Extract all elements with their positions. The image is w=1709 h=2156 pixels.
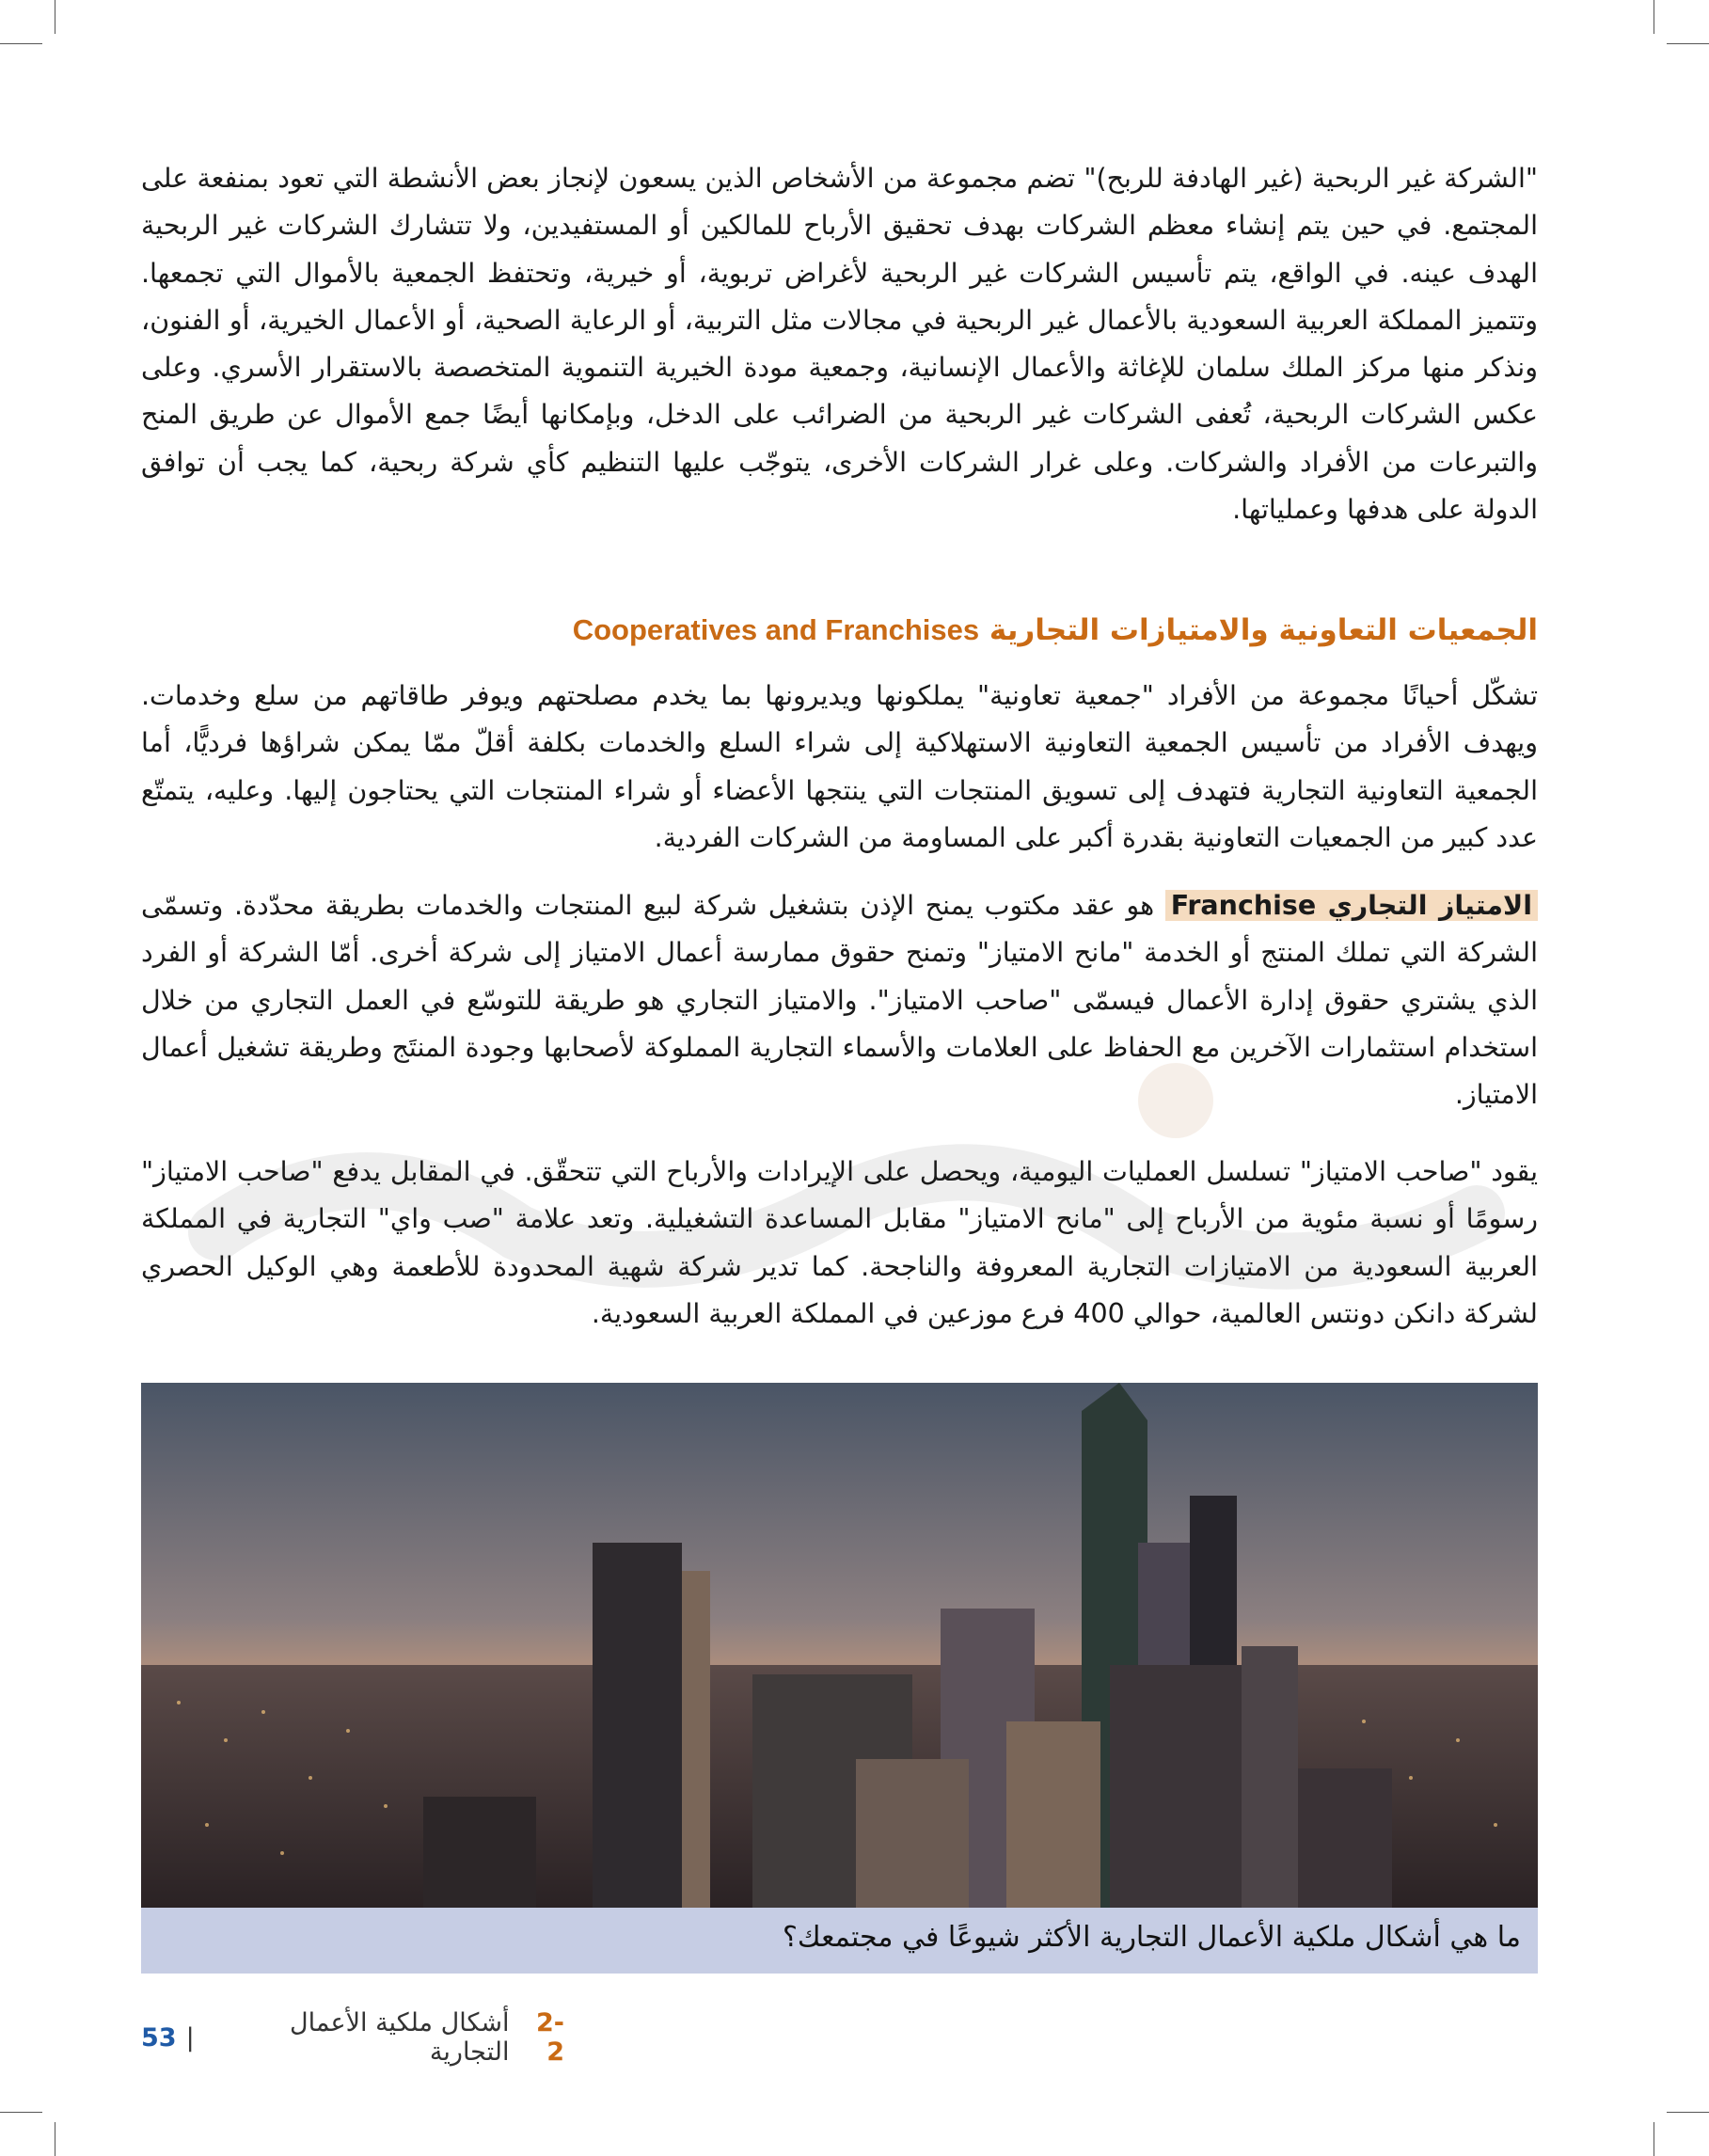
heading-english: Cooperatives and Franchises <box>572 613 980 646</box>
paragraph-franchisee: يقود "صاحب الامتياز" تسلسل العمليات اليومية، ويحصل على الإيرادات والأرباح التي تتحقّق. في المقابل يدفع "صاحب الامتياز" رسومًا أو نسبة مئوية من الأرباح إلى "مانح الامتياز" مقابل المساعدة التشغيلية. وتعد علامة "صب واي" التجارية في المملكة العربية السعودية من الامتيازات التجارية المعروفة والناجحة. كما تدير شركة شهية المحدودة للأطعمة وهي الوكيل الحصري لشركة دانكن دونتس العالمية، حوالي 400 فرع موزعين في المملكة العربية السعودية. <box>141 1156 1538 1329</box>
paragraph-cooperatives: تشكّل أحيانًا مجموعة من الأفراد "جمعية تعاونية" يملكونها ويديرونها بما يخدم مصلحتهم ويوفر طاقاتهم من سلع وخدمات. ويهدف الأفراد من تأسيس الجمعية التعاونية الاستهلاكية إلى شراء السلع والخدمات بكلفة أقلّ ممّا يمكن شراؤها فرديًّا، أما الجمعية التعاونية التجارية فتهدف إلى تسويق المنتجات التي ينتجها الأعضاء أو شراء المنتجات التي يحتاجون إليها. وعليه، يتمتّع عدد كبير من الجمعيات التعاونية بقدرة أكبر على المساومة من الشركات الفردية. <box>141 680 1538 853</box>
term-franchise: الامتياز التجاري Franchise <box>1165 890 1538 921</box>
photo-caption-bar <box>141 1908 1538 1974</box>
page-footer <box>141 2008 564 2067</box>
paragraph-nonprofit: "الشركة غير الربحية (غير الهادفة للربح)" تضم مجموعة من الأشخاص الذين يسعون لإنجاز بعض الأنشطة التي تعود بمنفعة على المجتمع. في حين يتم إنشاء معظم الشركات بهدف تحقيق الأرباح للمالكين أو المستفيدين، ولا تتشارك الشركات غير الربحية الهدف عينه. في الواقع، يتم تأسيس الشركات غير الربحية لأغراض تربوية، أو خيرية، وتحتفظ الجمعية بالأموال التي تجمعها. وتتميز المملكة العربية السعودية بالأعمال غير الربحية في مجالات مثل التربية، أو الرعاية الصحية، أو الأعمال الخيرية، أو الفنون، ونذكر منها مركز الملك سلمان للإغاثة والأعمال الإنسانية، وجمعية مودة الخيرية التنموية المتخصصة بالاستقرار الأسري. وعلى عكس الشركات الربحية، تُعفى الشركات غير الربحية من الضرائب على الدخل، وبإمكانها أيضًا جمع الأموال عن طريق المنح والتبرعات من الأفراد والشركات. وعلى غرار الشركات الأخرى، يتوجّب عليها التنظيم كأي شركة ربحية، كما يجب أن توافق الدولة على هدفها وعملياتها. <box>141 163 1538 526</box>
crop-mark <box>1667 43 1709 44</box>
page-number: 53 <box>141 2022 177 2053</box>
franchise-definition: هو عقد مكتوب يمنح الإذن بتشغيل شركة لبيع المنتجات والخدمات بطريقة محدّدة. وتسمّى الشركة التي تملك المنتج أو الخدمة "مانح الامتياز" وتمنح حقوق ممارسة أعمال الامتياز إلى شركة أخرى. أمّا الشركة أو الفرد الذي يشتري حقوق إدارة الأعمال فيسمّى "صاحب الامتياز". والامتياز التجاري هو طريقة للتوسّع في العمل التجاري من خلال استخدام استثمارات الآخرين مع الحفاظ على العلامات والأسماء التجارية المملوكة لأصحابها وجودة المنتَج وطريقة تشغيل أعمال الامتياز. <box>141 890 1538 1111</box>
crop-mark <box>0 43 42 44</box>
city-skyline-photo <box>141 1383 1538 1908</box>
section-heading <box>141 613 1538 647</box>
photo-caption: ما هي أشكال ملكية الأعمال التجارية الأكثر شيوعًا في مجتمعك؟ <box>782 1921 1521 1954</box>
paragraph-franchise <box>141 882 1538 1118</box>
heading-arabic: الجمعيات التعاونية والامتيازات التجارية <box>989 613 1538 647</box>
footer-section-title: أشكال ملكية الأعمال التجارية <box>290 2008 510 2067</box>
footer-section-number: 2-2 <box>536 2008 564 2067</box>
footer-separator: | <box>185 2022 195 2053</box>
crop-mark <box>0 2112 42 2113</box>
crop-mark <box>1667 2112 1709 2113</box>
